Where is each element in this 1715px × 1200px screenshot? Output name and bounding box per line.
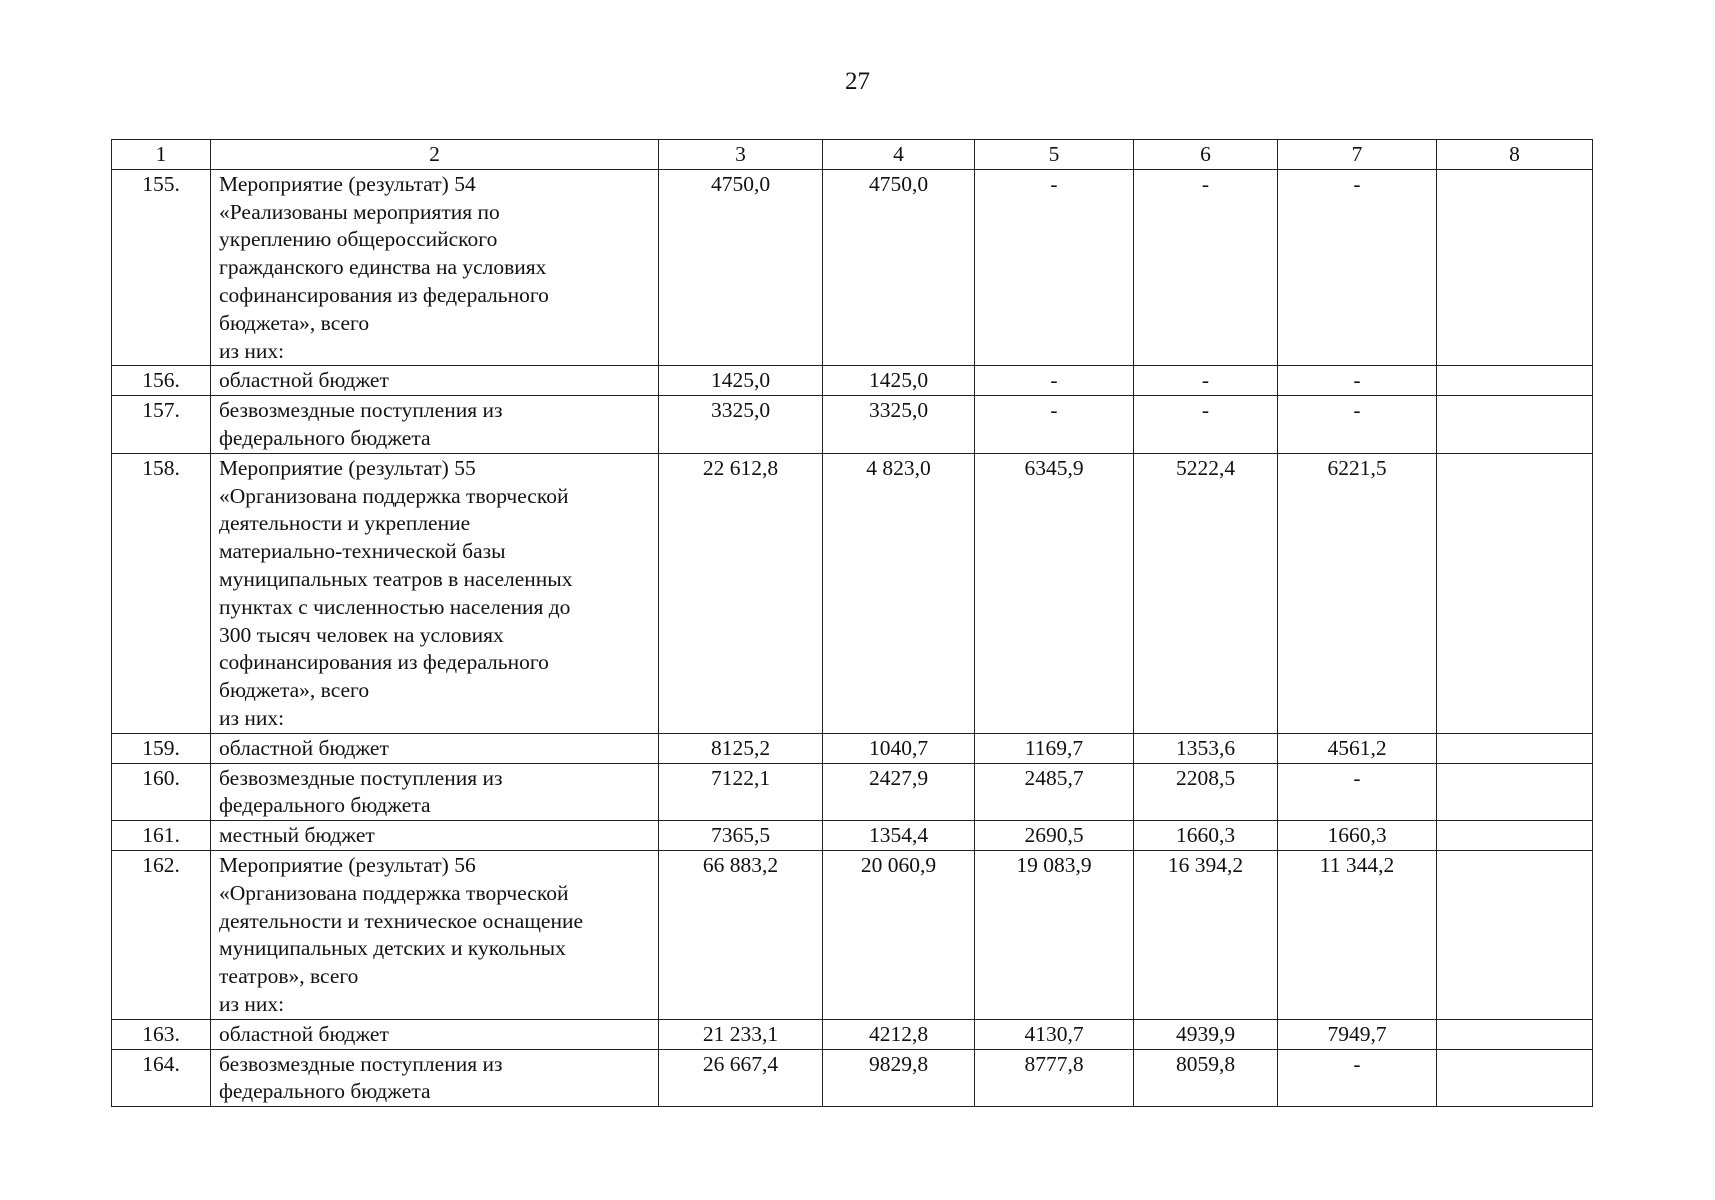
value-col-6: 4939,9 [1134,1019,1278,1049]
value-col-8 [1437,821,1593,851]
description-line: деятельности и техническое оснащение [219,908,583,933]
row-description [211,821,659,851]
table-row [112,1049,1593,1107]
value-col-8 [1437,1049,1593,1107]
value-col-7: - [1278,763,1437,821]
column-header-2: 2 [211,140,659,170]
value-col-4: 9829,8 [823,1049,975,1107]
column-header-4: 4 [823,140,975,170]
value-col-3: 8125,2 [659,733,823,763]
table-row [112,850,1593,1019]
value-col-4: 1040,7 [823,733,975,763]
value-col-4: 1354,4 [823,821,975,851]
description-line: безвозмездные поступления из [219,765,503,790]
description-line: из них: [219,705,285,730]
table-row [112,1019,1593,1049]
value-col-7: - [1278,169,1437,366]
value-col-7: 7949,7 [1278,1019,1437,1049]
value-col-3: 21 233,1 [659,1019,823,1049]
value-col-6: 8059,8 [1134,1049,1278,1107]
value-col-6: 5222,4 [1134,453,1278,733]
row-description [211,169,659,366]
value-col-8 [1437,453,1593,733]
value-col-5: 8777,8 [975,1049,1134,1107]
value-col-5: 2485,7 [975,763,1134,821]
value-col-4: 4 823,0 [823,453,975,733]
value-col-3: 4750,0 [659,169,823,366]
description-line: федерального бюджета [219,425,431,450]
value-col-7: 11 344,2 [1278,850,1437,1019]
column-header-6: 6 [1134,140,1278,170]
value-col-7: 6221,5 [1278,453,1437,733]
row-number: 157. [112,396,211,454]
row-description [211,366,659,396]
description-line: областной бюджет [219,735,389,760]
row-description [211,763,659,821]
description-line: гражданского единства на условиях [219,255,547,280]
description-line: Мероприятие (результат) 55 [219,455,476,480]
value-col-4: 20 060,9 [823,850,975,1019]
table-row [112,821,1593,851]
value-col-6: 2208,5 [1134,763,1278,821]
budget-table [111,139,1593,1107]
value-col-6: - [1134,169,1278,366]
row-description [211,396,659,454]
description-line: федерального бюджета [219,793,431,818]
description-line: софинансирования из федерального [219,282,549,307]
value-col-7: - [1278,366,1437,396]
value-col-8 [1437,366,1593,396]
description-line: бюджета», всего [219,310,370,335]
value-col-5: - [975,169,1134,366]
value-col-5: 1169,7 [975,733,1134,763]
value-col-7: 4561,2 [1278,733,1437,763]
column-header-8: 8 [1437,140,1593,170]
value-col-5: - [975,396,1134,454]
value-col-8 [1437,850,1593,1019]
value-col-8 [1437,1019,1593,1049]
value-col-6: 16 394,2 [1134,850,1278,1019]
row-number: 156. [112,366,211,396]
row-description [211,1049,659,1107]
description-line: местный бюджет [219,823,375,848]
value-col-6: - [1134,396,1278,454]
row-description [211,850,659,1019]
value-col-3: 22 612,8 [659,453,823,733]
column-header-1: 1 [112,140,211,170]
description-line: областной бюджет [219,1021,389,1046]
description-line: Мероприятие (результат) 56 [219,852,476,877]
value-col-7: - [1278,1049,1437,1107]
row-number: 162. [112,850,211,1019]
column-header-3: 3 [659,140,823,170]
table-row [112,733,1593,763]
value-col-8 [1437,733,1593,763]
description-line: безвозмездные поступления из [219,398,503,423]
description-line: Мероприятие (результат) 54 [219,171,476,196]
description-line: муниципальных театров в населенных [219,566,573,591]
row-number: 163. [112,1019,211,1049]
row-number: 158. [112,453,211,733]
description-line: «Реализованы мероприятия по [219,199,500,224]
description-line: «Организована поддержка творческой [219,880,569,905]
value-col-7: - [1278,396,1437,454]
value-col-5: 6345,9 [975,453,1134,733]
value-col-3: 1425,0 [659,366,823,396]
column-header-7: 7 [1278,140,1437,170]
description-line: муниципальных детских и кукольных [219,936,566,961]
table-row [112,366,1593,396]
value-col-3: 3325,0 [659,396,823,454]
row-number: 161. [112,821,211,851]
row-number: 155. [112,169,211,366]
description-line: «Организована поддержка творческой [219,483,569,508]
value-col-8 [1437,763,1593,821]
value-col-4: 4212,8 [823,1019,975,1049]
description-line: деятельности и укрепление [219,511,471,536]
description-line: пунктах с численностью населения до [219,594,571,619]
value-col-4: 2427,9 [823,763,975,821]
description-line: бюджета», всего [219,678,370,703]
row-number: 159. [112,733,211,763]
value-col-4: 1425,0 [823,366,975,396]
table-row [112,763,1593,821]
table-row [112,396,1593,454]
value-col-5: 19 083,9 [975,850,1134,1019]
header-row [112,140,1593,170]
description-line: 300 тысяч человек на условиях [219,622,504,647]
page-number: 27 [845,68,870,95]
value-col-8 [1437,169,1593,366]
description-line: федерального бюджета [219,1079,431,1104]
value-col-6: - [1134,366,1278,396]
column-header-5: 5 [975,140,1134,170]
description-line: укреплению общероссийского [219,227,498,252]
description-line: театров», всего [219,964,359,989]
table-row [112,453,1593,733]
description-line: софинансирования из федерального [219,650,549,675]
row-description [211,733,659,763]
value-col-8 [1437,396,1593,454]
value-col-5: - [975,366,1134,396]
description-line: материально-технической базы [219,539,506,564]
description-line: безвозмездные поступления из [219,1051,503,1076]
value-col-3: 7122,1 [659,763,823,821]
row-description [211,453,659,733]
description-line: из них: [219,338,285,363]
row-description [211,1019,659,1049]
value-col-6: 1660,3 [1134,821,1278,851]
value-col-4: 4750,0 [823,169,975,366]
row-number: 164. [112,1049,211,1107]
table-body [112,140,1593,1107]
table-row [112,169,1593,366]
value-col-3: 66 883,2 [659,850,823,1019]
row-number: 160. [112,763,211,821]
value-col-4: 3325,0 [823,396,975,454]
value-col-3: 26 667,4 [659,1049,823,1107]
value-col-5: 4130,7 [975,1019,1134,1049]
value-col-7: 1660,3 [1278,821,1437,851]
description-line: из них: [219,991,285,1016]
description-line: областной бюджет [219,368,389,393]
value-col-6: 1353,6 [1134,733,1278,763]
value-col-3: 7365,5 [659,821,823,851]
value-col-5: 2690,5 [975,821,1134,851]
